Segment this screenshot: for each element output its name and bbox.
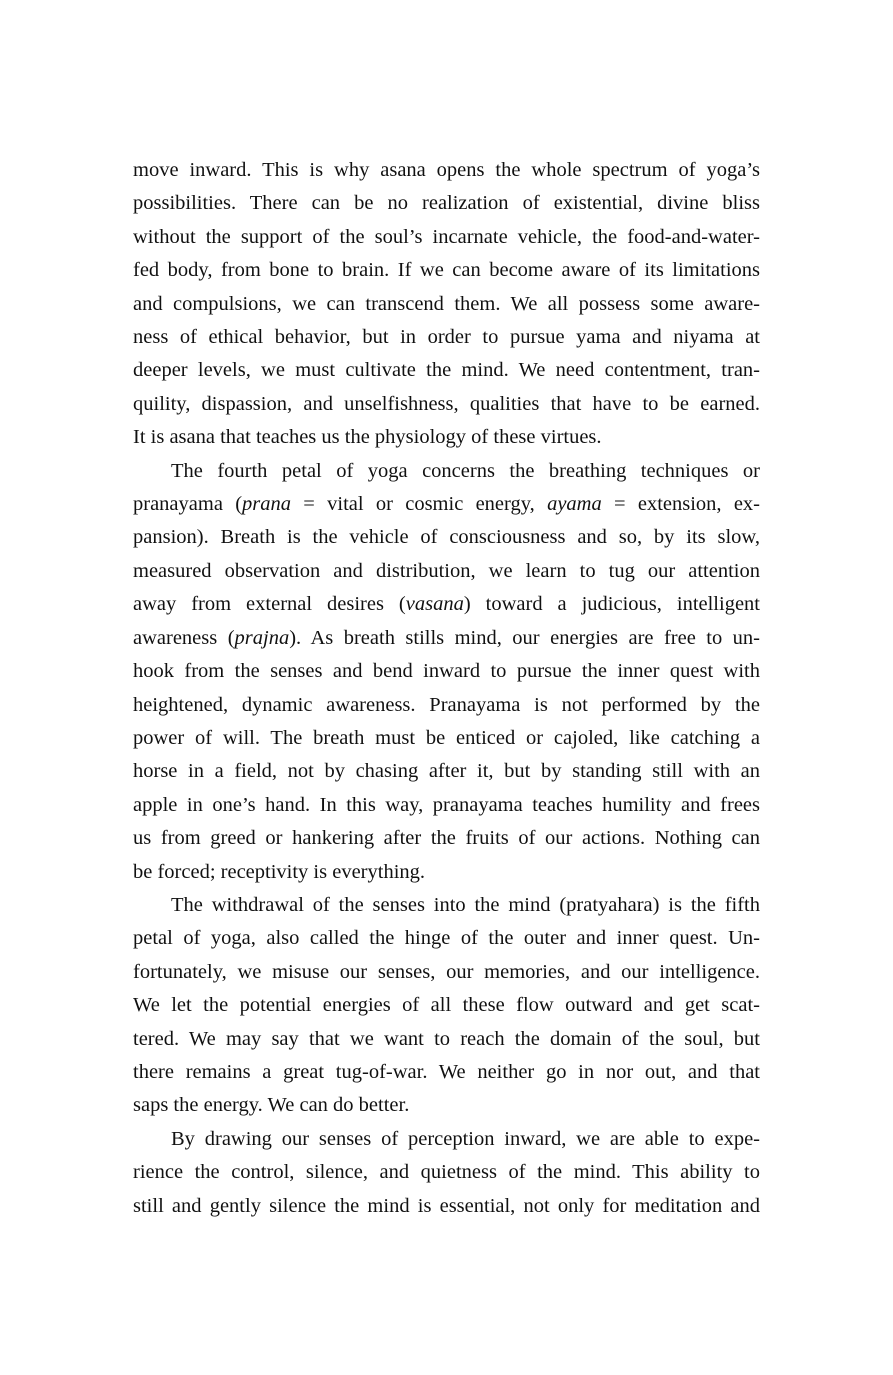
- text-line: quility, dispassion, and unselfishness, qualities that have to be earned.: [133, 392, 760, 415]
- text-line: [133, 588, 760, 621]
- text-line: us from greed or hankering after the fruits of our actions. Nothing can: [133, 827, 760, 850]
- text-line: fed body, from bone to brain. If we can become aware of its limitations: [133, 259, 760, 282]
- text-line: saps the energy. We can do better.: [133, 1094, 410, 1117]
- text-line: deeper levels, we must cultivate the mind. We need contentment, tran-: [133, 359, 760, 382]
- text-run: pranayama (: [133, 493, 243, 516]
- text-run: ) toward a judicious, intelligent: [463, 593, 760, 616]
- paragraph-asana: [133, 154, 760, 455]
- text-run: ). As breath stills mind, our energies are free to un-: [289, 626, 760, 649]
- text-line: By drawing our senses of perception inward, we are able to expe-: [171, 1127, 760, 1150]
- text-run: = vital or cosmic energy,: [291, 493, 548, 516]
- italic-term: prana: [242, 493, 292, 516]
- text-line: [133, 488, 760, 521]
- italic-term: vasana: [405, 593, 464, 616]
- text-run: away from external desires (: [133, 593, 406, 616]
- text-line: rience the control, silence, and quietness of the mind. This ability to: [133, 1161, 760, 1184]
- text-line: heightened, dynamic awareness. Pranayama is not performed by the: [133, 693, 760, 716]
- paragraph-pratyahara: [133, 889, 760, 1123]
- text-line: tered. We may say that we want to reach the domain of the soul, but: [133, 1027, 760, 1050]
- text-line: power of will. The breath must be enticed or cajoled, like catching a: [133, 726, 760, 749]
- paragraph-senses-inward: [133, 1123, 760, 1223]
- italic-term: ayama: [547, 493, 602, 516]
- text-line: horse in a field, not by chasing after it, but by standing still with an: [133, 760, 760, 783]
- text-line: [133, 622, 760, 655]
- text-line: move inward. This is why asana opens the whole spectrum of yoga’s: [133, 159, 760, 181]
- book-page-body: [133, 154, 760, 1223]
- text-line: pansion). Breath is the vehicle of consciousness and so, by its slow,: [133, 526, 760, 549]
- text-line: It is asana that teaches us the physiology of these virtues.: [133, 426, 602, 449]
- text-line: apple in one’s hand. In this way, pranayama teaches humility and frees: [133, 793, 760, 816]
- text-line: without the support of the soul’s incarnate vehicle, the food-and-water-: [133, 225, 760, 248]
- text-line: fortunately, we misuse our senses, our memories, and our intelligence.: [133, 960, 760, 983]
- text-run: = extension, ex-: [601, 493, 760, 516]
- text-line: there remains a great tug-of-war. We neither go in nor out, and that: [133, 1060, 760, 1083]
- text-line: ness of ethical behavior, but in order to pursue yama and niyama at: [133, 326, 760, 349]
- text-line: We let the potential energies of all these flow outward and get scat-: [133, 994, 760, 1017]
- text-line: The withdrawal of the senses into the mind (pratyahara) is the fifth: [171, 893, 760, 916]
- text-line: The fourth petal of yoga concerns the breathing techniques or: [171, 459, 760, 482]
- text-line: possibilities. There can be no realization of existential, divine bliss: [133, 192, 760, 215]
- text-line: still and gently silence the mind is essential, not only for meditation and: [133, 1194, 760, 1217]
- paragraph-pranayama: [133, 455, 760, 889]
- text-line: and compulsions, we can transcend them. We all possess some aware-: [133, 292, 760, 315]
- text-line: be forced; receptivity is everything.: [133, 860, 426, 883]
- text-line: measured observation and distribution, we learn to tug our attention: [133, 559, 760, 582]
- text-run: awareness (: [133, 626, 235, 649]
- text-line: hook from the senses and bend inward to pursue the inner quest with: [133, 660, 760, 683]
- text-line: petal of yoga, also called the hinge of the outer and inner quest. Un-: [133, 927, 760, 950]
- italic-term: prajna: [234, 626, 290, 649]
